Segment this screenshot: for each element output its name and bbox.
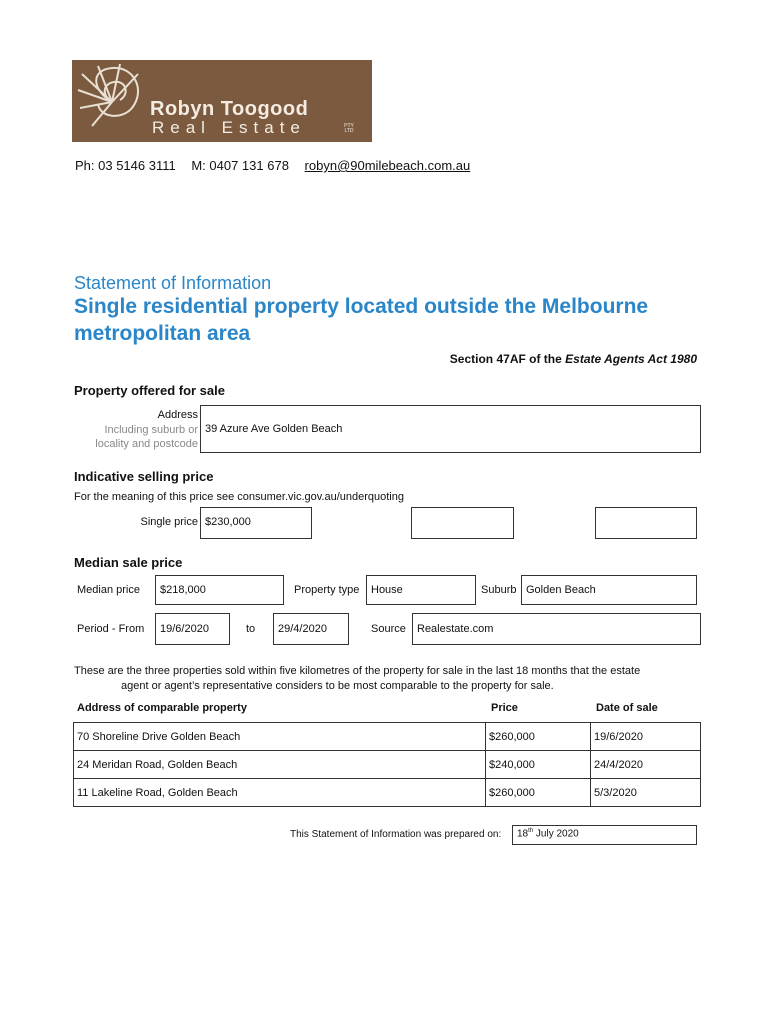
- property-heading: Property offered for sale: [74, 383, 225, 398]
- to-label: to: [246, 623, 256, 635]
- statement-label: Statement of Information: [74, 273, 272, 293]
- median-price-label: Median price: [77, 584, 140, 596]
- period-to-field[interactable]: 29/4/2020: [273, 613, 349, 645]
- company-logo: [72, 60, 372, 142]
- prepared-date-field[interactable]: [512, 825, 697, 845]
- shell-logo-icon: [72, 60, 152, 142]
- address-label-line-1: Address: [157, 409, 198, 421]
- column-header-date: Date of sale: [596, 702, 658, 714]
- table-row: [74, 723, 701, 751]
- price-range-high-field[interactable]: [595, 507, 697, 539]
- median-price-field[interactable]: $218,000: [155, 575, 284, 605]
- comparable-date-cell[interactable]: 19/6/2020: [591, 723, 701, 751]
- comparable-address-cell[interactable]: 11 Lakeline Road, Golden Beach: [74, 779, 486, 807]
- indicative-heading: Indicative selling price: [74, 469, 214, 484]
- prepared-day: 18: [517, 828, 529, 840]
- comparable-properties-table: [73, 722, 701, 807]
- logo-subtitle: Real Estate: [152, 118, 306, 137]
- comparable-intro-2: agent or agent’s representative considers to be most comparable to the property for sale.: [121, 680, 554, 692]
- suburb-field[interactable]: Golden Beach: [521, 575, 697, 605]
- comparable-date-cell[interactable]: 5/3/2020: [591, 779, 701, 807]
- address-label: [74, 408, 198, 452]
- source-field[interactable]: Realestate.com: [412, 613, 701, 645]
- address-field[interactable]: 39 Azure Ave Golden Beach: [200, 405, 701, 453]
- property-type-label: Property type: [294, 584, 360, 596]
- period-from-field[interactable]: 19/6/2020: [155, 613, 230, 645]
- comparable-address-cell[interactable]: 24 Meridan Road, Golden Beach: [74, 751, 486, 779]
- section-reference: [450, 352, 697, 366]
- phone-number: Ph: 03 5146 3111: [75, 158, 176, 173]
- email-link[interactable]: robyn@90milebeach.com.au: [304, 158, 471, 173]
- prepared-day-suffix: th: [528, 828, 534, 834]
- comparable-price-cell[interactable]: $240,000: [486, 751, 591, 779]
- prepared-on-label: This Statement of Information was prepared on:: [290, 829, 502, 840]
- table-row: [74, 751, 701, 779]
- mobile-number: M: 0407 131 678: [191, 158, 289, 173]
- comparable-price-cell[interactable]: $260,000: [486, 779, 591, 807]
- address-label-line-3: locality and postcode: [95, 438, 198, 450]
- address-label-line-2: Including suburb or: [104, 423, 198, 436]
- column-header-address: Address of comparable property: [77, 702, 247, 714]
- price-range-low-field[interactable]: [411, 507, 514, 539]
- single-price-label: Single price: [140, 516, 198, 528]
- comparable-intro-1: These are the three properties sold within five kilometres of the property for sale in the last 18 months that the estate: [74, 665, 641, 677]
- median-heading: Median sale price: [74, 555, 183, 570]
- comparable-price-cell[interactable]: $260,000: [486, 723, 591, 751]
- section-ref-prefix: Section 47AF of the: [449, 352, 566, 366]
- source-label: Source: [371, 623, 406, 635]
- comparable-date-cell[interactable]: 24/4/2020: [591, 751, 701, 779]
- column-header-price: Price: [491, 702, 518, 714]
- logo-name: Robyn Toogood: [150, 98, 309, 120]
- comparable-address-cell[interactable]: 70 Shoreline Drive Golden Beach: [74, 723, 486, 751]
- property-type-field[interactable]: House: [366, 575, 476, 605]
- single-price-field[interactable]: $230,000: [200, 507, 312, 539]
- contact-line: [75, 158, 470, 173]
- suburb-label: Suburb: [481, 584, 517, 596]
- logo-pty: PTY LTD: [344, 123, 354, 134]
- prepared-month-year: July 2020: [533, 828, 579, 840]
- underquoting-note: For the meaning of this price see consumer.vic.gov.au/underquoting: [74, 491, 404, 503]
- period-label: Period - From: [77, 623, 145, 635]
- table-row: [74, 779, 701, 807]
- act-name: Estate Agents Act 1980: [565, 352, 697, 366]
- page-title: Single residential property located outside the Melbourne metropolitan area: [74, 295, 649, 345]
